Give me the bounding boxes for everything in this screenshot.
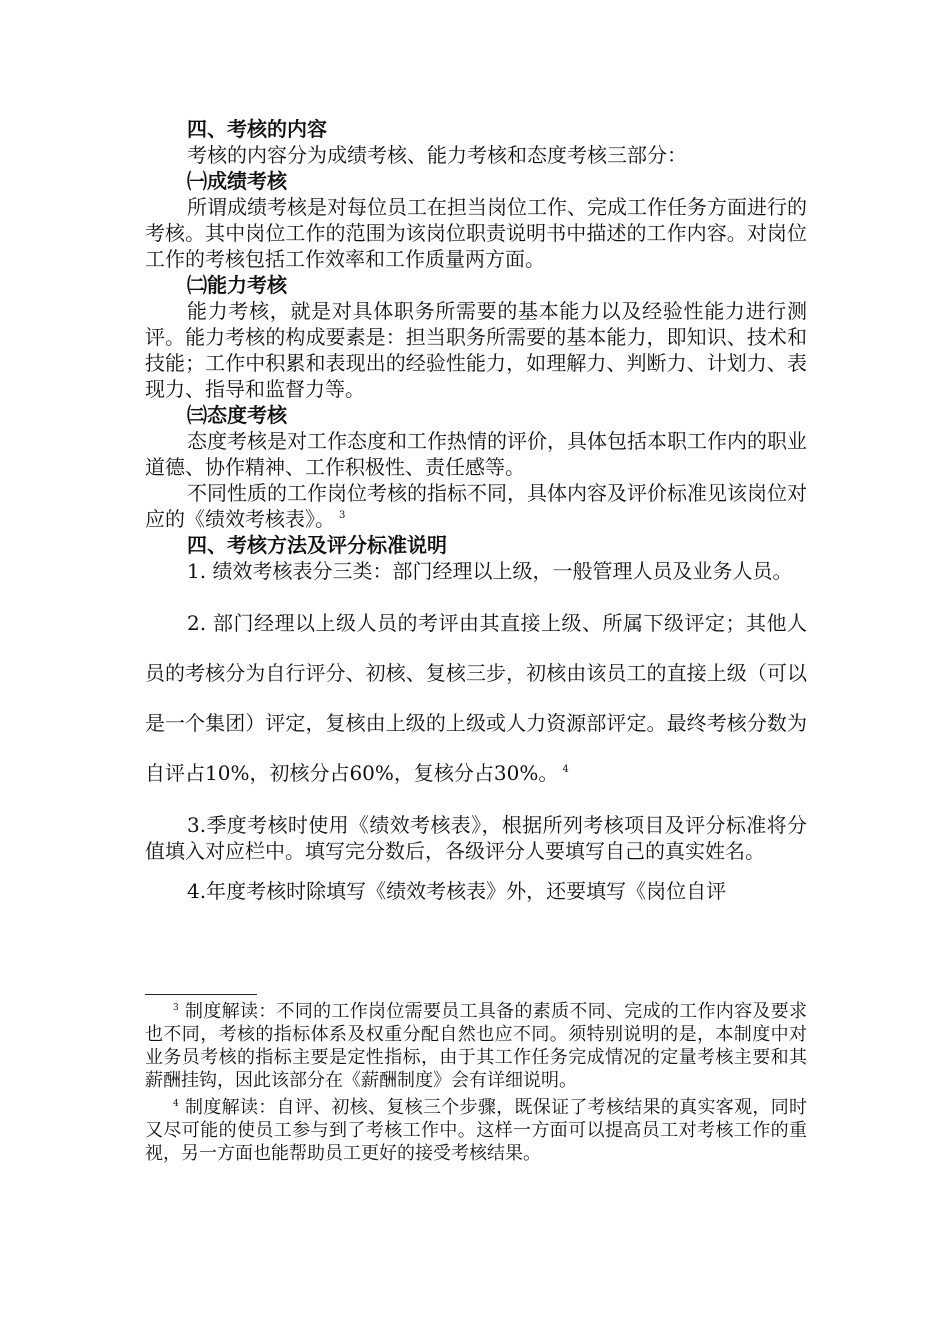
list-item-3: 3.季度考核时使用《绩效考核表》，根据所列考核项目及评分标准将分值填入对应栏中。填写完分数后，各级评分人要填写自己的真实姓名。 <box>145 813 807 863</box>
paragraph-indicators <box>145 480 807 532</box>
indicators-text: 不同性质的工作岗位考核的指标不同，具体内容及评价标准见该岗位对应的《绩效考核表》。 <box>145 481 807 531</box>
list-item-4: 4.年度考核时除填写《绩效考核表》外，还要填写《岗位自评 <box>187 879 727 903</box>
footnote-4 <box>145 1096 807 1165</box>
paragraph-attitude: 态度考核是对工作态度和工作热情的评价，具体包括本职工作内的职业道德、协作精神、工作积极性、责任感等。 <box>145 429 807 479</box>
footnote-4-text: 制度解读：自评、初核、复核三个步骤，既保证了考核结果的真实客观，同时又尽可能的使员工参与到了考核工作中。这样一方面可以提高员工对考核工作的重视，另一方面也能帮助员工更好的接受考核结果。 <box>145 1097 807 1164</box>
footnote-3-text: 制度解读：不同的工作岗位需要员工具备的素质不同、完成的工作内容及要求也不同，考核的指标体系及权重分配自然也应不同。须特别说明的是，本制度中对业务员考核的指标主要是定性指标，由于其工作任务完成情况的定量考核主要和其薪酬挂钩，因此该部分在《薪酬制度》会有详细说明。 <box>145 1001 807 1091</box>
subheading-ability: ㈡能力考核 <box>187 273 287 297</box>
main-body <box>145 116 807 904</box>
subheading-performance: ㈠成绩考核 <box>187 169 287 193</box>
footnotes <box>145 1000 807 1169</box>
section-intro: 考核的内容分为成绩考核、能力考核和态度考核三部分： <box>187 143 687 167</box>
footnote-ref-4[interactable]: 4 <box>562 764 569 776</box>
list-item-1: 1. 绩效考核表分三类：部门经理以上级，一般管理人员及业务人员。 <box>187 559 793 583</box>
list-item-2 <box>145 598 807 798</box>
paragraph-ability: 能力考核，就是对具体职务所需要的基本能力以及经验性能力进行测评。能力考核的构成要素是：担当职务所需要的基本能力，即知识、技术和技能；工作中积累和表现出的经验性能力，如理解力、判断力、计划力、表现力、指导和监督力等。 <box>145 299 807 401</box>
footnote-3 <box>145 1000 807 1092</box>
section-heading-methods: 四、考核方法及评分标准说明 <box>187 533 447 557</box>
footnote-ref-3[interactable]: 3 <box>339 510 346 522</box>
paragraph-performance: 所谓成绩考核是对每位员工在担当岗位工作、完成工作任务方面进行的考核。其中岗位工作的范围为该岗位职责说明书中描述的工作内容。对岗位工作的考核包括工作效率和工作质量两方面。 <box>145 195 807 271</box>
subheading-attitude: ㈢态度考核 <box>187 403 287 427</box>
footnote-separator <box>145 994 257 995</box>
footnote-mark-4: 4 <box>173 1099 179 1109</box>
footnote-mark-3: 3 <box>173 1003 179 1013</box>
item2-text: 2. 部门经理以上级人员的考评由其直接上级、所属下级评定；其他人员的考核分为自行评分、初核、复核三步，初核由该员工的直接上级（可以是一个集团）评定，复核由上级的上级或人力资源部评定。最终考核分数为自评占10%，初核分占60%，复核分占30%。 <box>145 611 807 785</box>
section-heading-content: 四、考核的内容 <box>187 117 327 141</box>
